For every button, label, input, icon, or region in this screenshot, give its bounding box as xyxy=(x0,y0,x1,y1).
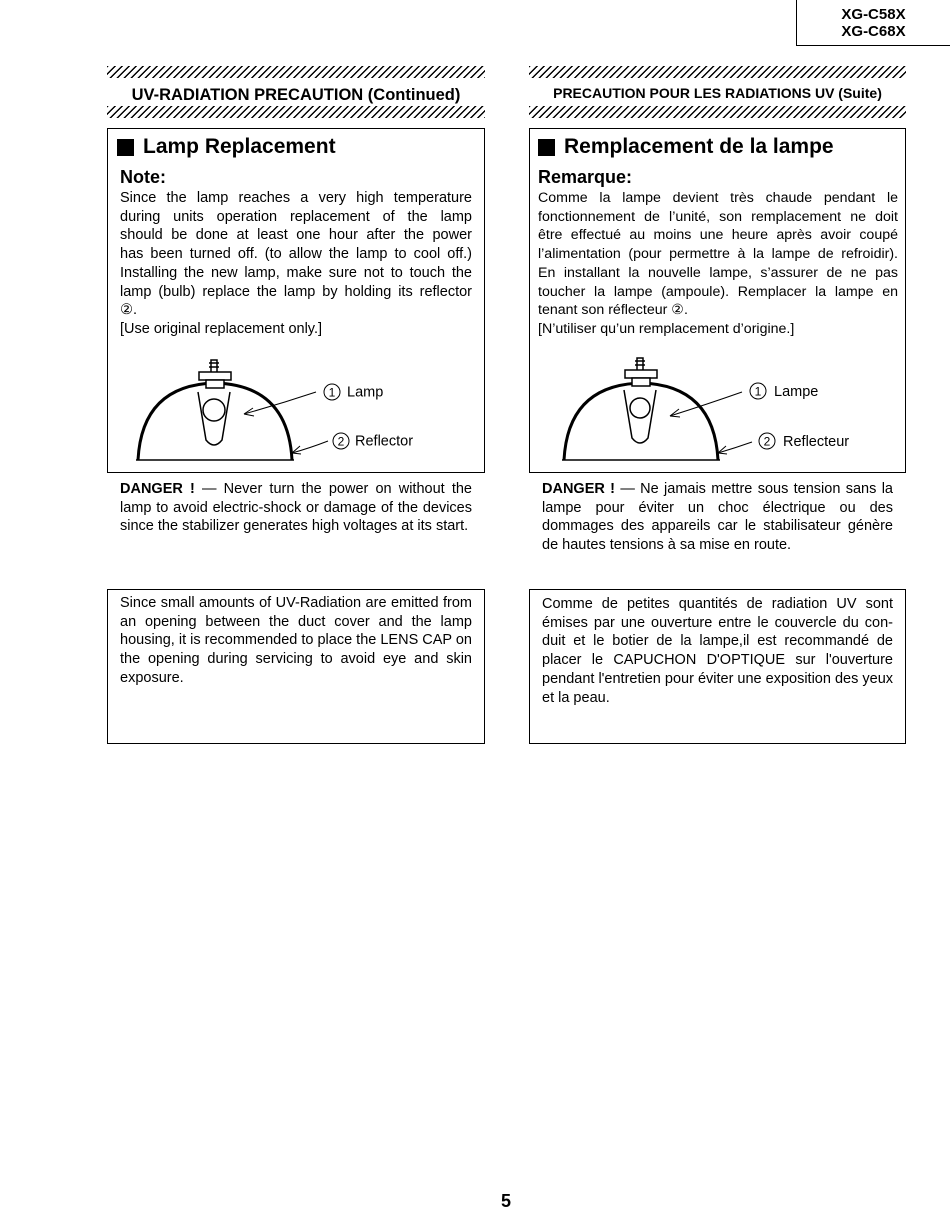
right-section-title: PRECAUTION POUR LES RADIATIONS UV (Suite) xyxy=(553,85,882,101)
callout-1-number: 1 xyxy=(328,385,336,400)
heading-square-icon xyxy=(538,139,555,156)
callout-1-label: Lamp xyxy=(347,384,384,401)
callout-2-number: 2 xyxy=(337,434,345,449)
lamp-diagram xyxy=(120,350,460,466)
danger-text: — Never turn the power on without the lamp to avoid electric-shock or damage of the devices since the stabilizer generates high voltages at its start. xyxy=(120,481,472,535)
callout-1-number: 1 xyxy=(754,384,762,399)
model-number-box xyxy=(796,0,950,46)
note-line: should be done at least one hour after the power xyxy=(120,227,472,244)
danger-paragraph-fr xyxy=(542,480,893,555)
callout-1-label: Lampe xyxy=(774,384,819,400)
note-line: fonctionnement de l’unité, son remplacement ne doit xyxy=(538,208,898,225)
callout-2 xyxy=(333,433,413,450)
callout-1 xyxy=(750,383,818,400)
note-line: être effectué au moins une heure après avoir coupé xyxy=(538,227,898,244)
model-number-1: XG-C58X xyxy=(841,6,906,23)
note-line: [N’utiliser qu’un remplacement d’origine.] xyxy=(538,320,795,337)
note-line: En installant la nouvelle lampe, s’assurer de ne pas xyxy=(538,264,898,281)
note-line: tenant son réflecteur ②. xyxy=(538,302,688,319)
callout-2-label: Reflector xyxy=(355,433,414,450)
model-number-2: XG-C68X xyxy=(841,23,906,40)
heading-square-icon xyxy=(117,139,134,156)
danger-text: — Ne jamais mettre sous tension sans la lampe pour éviter un choc électrique ou des dommages des appareils car le stabilisateur génère de hautes tensions à sa mise en route. xyxy=(542,481,893,554)
right-title-hatch-bottom xyxy=(529,106,906,118)
left-section-title: UV-RADIATION PRECAUTION (Continued) xyxy=(131,86,461,104)
right-title-hatch-top xyxy=(529,66,906,78)
callout-2 xyxy=(759,433,849,450)
danger-label: DANGER ! xyxy=(120,481,195,497)
lamp-replacement-heading xyxy=(117,134,336,160)
uv-note-text: Since small amounts of UV-Radiation are emitted from an opening between the duct cover and the lamp housing, it is recommended to place the LENS CAP on the opening during servicing to avoid eye and skin exposure. xyxy=(120,595,472,686)
page-number: 5 xyxy=(500,1191,511,1211)
callout-2-number: 2 xyxy=(763,434,771,449)
note-line: has been turned off. (to allow the lamp to cool off.) xyxy=(120,246,472,263)
note-paragraph xyxy=(120,189,472,339)
left-title-hatch-bottom xyxy=(107,106,485,118)
remarque-paragraph xyxy=(538,189,898,339)
note-line: during units operation replacement of the lamp xyxy=(120,208,472,225)
remplacement-lampe-heading xyxy=(538,134,834,160)
note-line: toucher la lampe (ampoule). Remplacer la lampe en xyxy=(538,283,898,300)
callout-2-label: Reflecteur xyxy=(783,434,850,450)
note-line: Comme la lampe devient très chaude pendant le xyxy=(538,190,898,206)
left-title-hatch-top xyxy=(107,66,485,78)
lamp-bulb-shape xyxy=(198,360,231,445)
callout-1 xyxy=(324,384,383,401)
remplacement-lampe-title: Remplacement de la lampe xyxy=(564,135,834,158)
uv-note-text-fr: Comme de petites quantités de radiation UV sont émises par une ouverture entre le couvercle du con-duit et le botier de la lampe,il est recommandé de placer le CAPUCHON D'OPTIQUE sur l'ouverture pendant l'entretien pour éviter une exposition des yeux et la peau. xyxy=(542,596,894,706)
lamp-replacement-title: Lamp Replacement xyxy=(143,135,336,158)
lamp-bulb-shape xyxy=(624,358,657,443)
remarque-label: Remarque: xyxy=(538,167,633,187)
note-line: ②. xyxy=(120,302,138,319)
note-line: Since the lamp reaches a very high temperature xyxy=(120,190,472,206)
note-line: Installing the new lamp, make sure not to touch the xyxy=(120,264,472,281)
note-line: l’alimentation (pour permettre à la lampe de refroidir). xyxy=(538,246,898,263)
danger-paragraph xyxy=(120,480,472,536)
note-line: [Use original replacement only.] xyxy=(120,320,323,337)
danger-label: DANGER ! xyxy=(542,481,615,497)
callout-leaders xyxy=(244,392,328,454)
note-line: lamp (bulb) replace the lamp by holding its reflector xyxy=(120,283,472,300)
lampe-diagram xyxy=(542,350,882,466)
note-label: Note: xyxy=(120,167,166,187)
